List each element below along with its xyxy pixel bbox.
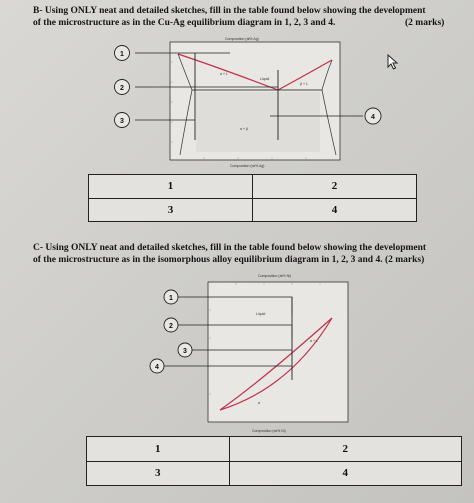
- marker-label-2: 2: [120, 85, 124, 92]
- svg-text:Liquid: Liquid: [256, 312, 266, 316]
- part-b-marks: (2 marks): [405, 18, 445, 28]
- svg-text:α + β: α + β: [240, 127, 249, 131]
- svg-text:α: α: [258, 401, 261, 405]
- iso-marker-label-4: 4: [155, 364, 159, 371]
- iso-marker-label-3: 3: [183, 348, 187, 355]
- svg-text:α + L: α + L: [220, 72, 228, 76]
- table-b-cell-1[interactable]: 1: [89, 175, 253, 199]
- svg-text:β + L: β + L: [300, 82, 308, 86]
- part-c-title-line2: of the microstructure as in the isomorphous alloy equilibrium diagram in 1, 2, 3 and 4. (2 marks): [33, 255, 425, 265]
- cu-ag-phase-diagram: [100, 30, 400, 175]
- marker-label-1: 1: [120, 51, 124, 58]
- table-c-cell-2[interactable]: 2: [229, 437, 462, 462]
- table-c-cell-4[interactable]: 4: [229, 461, 462, 486]
- table-c-cell-3[interactable]: 3: [87, 461, 230, 486]
- svg-text:α + L: α + L: [310, 339, 318, 343]
- table-b-cell-3[interactable]: 3: [89, 198, 253, 222]
- svg-text:Composition (at% Ni): Composition (at% Ni): [258, 274, 292, 278]
- part-c-answer-table: [86, 436, 462, 486]
- table-c-cell-1[interactable]: 1: [87, 437, 230, 462]
- part-b-answer-table: [88, 174, 417, 222]
- svg-text:Liquid: Liquid: [260, 77, 270, 81]
- svg-text:Composition (wt% Ag): Composition (wt% Ag): [230, 164, 265, 168]
- part-b-title-line2: of the microstructure as in the Cu-Ag equilibrium diagram in 1, 2, 3 and 4.: [33, 18, 336, 28]
- table-b-cell-4[interactable]: 4: [253, 198, 417, 222]
- svg-text:Composition (at% Ag): Composition (at% Ag): [225, 37, 259, 41]
- marker-label-4: 4: [371, 114, 375, 121]
- marker-label-3: 3: [120, 118, 124, 125]
- svg-text:Composition (wt% Ni): Composition (wt% Ni): [252, 429, 286, 433]
- part-b-title-line1: B- Using ONLY neat and detailed sketches, fill in the table found below showing the development: [33, 6, 426, 16]
- table-b-cell-2[interactable]: 2: [253, 175, 417, 199]
- iso-marker-label-2: 2: [169, 323, 173, 330]
- iso-plot-frame: [208, 282, 348, 422]
- iso-marker-label-1: 1: [169, 295, 173, 302]
- isomorphous-phase-diagram: [140, 270, 370, 440]
- part-c-title-line1: C- Using ONLY neat and detailed sketches, fill in the table found below showing the development: [33, 243, 427, 253]
